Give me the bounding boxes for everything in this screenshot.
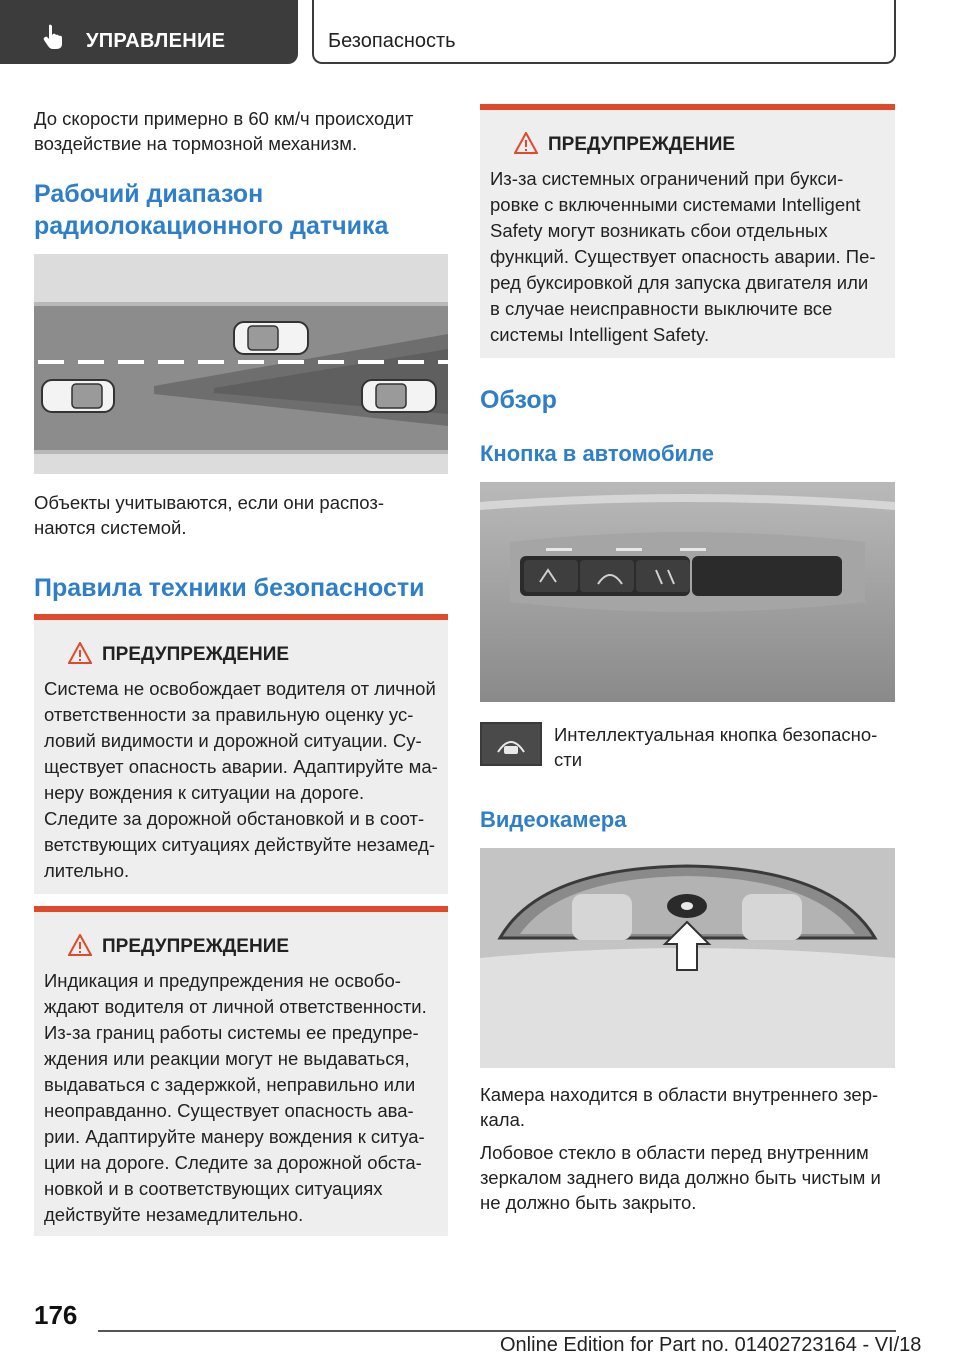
safety-button-panel-photo [480,482,895,702]
warning-text: Из-за системных ограничений при букси- ровке с включенными системами Intelligent Safety могут возникать сбои отдельных функций. Существует опасность аварии. Пе- ред буксировкой для запуска двигателя или в случае неисправности выключите все системы Intelligent Safety. [490,168,876,345]
range-caption: Объекты учитываются, если они распоз- наются системой. [34,492,384,538]
section-label: УПРАВЛЕНИЕ [86,30,226,52]
topic-header [312,0,896,64]
topic-label: Безопасность [328,30,456,52]
warning-title: ПРЕДУПРЕЖДЕНИЕ [548,134,736,155]
page-number: 176 [34,1300,78,1330]
button-caption: Интеллектуальная кнопка безопасно- сти [554,724,878,770]
safety-button-icon [480,722,542,766]
camera-text-location: Камера находится в области внутреннего зер- кала. [480,1084,879,1130]
section-tab [0,0,298,64]
edition-footer: Online Edition for Part no. 01402723164 - VI/18 [500,1334,922,1356]
radar-range-illustration [34,254,448,474]
warning-box [480,104,895,358]
warning-title: ПРЕДУПРЕЖДЕНИЕ [102,644,290,665]
warning-box [34,614,448,894]
warning-box [34,906,448,1236]
camera-heading: Видеокамера [480,807,627,832]
windshield-camera-photo [480,848,895,1068]
range-heading: Рабочий диапазон радиолокационного датчика [34,180,389,240]
warning-triangle-icon [514,132,538,154]
warning-text: Индикация и предупреждения не освобо- ждают водителя от личной ответственности. Из-за границ работы системы ее предупре- ждения или реакции могут не выдаваться, выдаваться с задержкой, неправильно или неоправданно. Существует опасность ава- рии. Адаптируйте манеру вождения к ситуа- ции на дороге. Следите за дорожной обста- новкой и в соответствующих ситуациях действуйте незамедлительно. [44,970,427,1225]
intro-text: До скорости примерно в 60 км/ч происходит воздействие на тормозной механизм. [34,108,414,154]
hand-pointer-icon [40,23,66,49]
warning-title: ПРЕДУПРЕЖДЕНИЕ [102,936,290,957]
warning-text: Система не освобождает водителя от личной ответственности за правильную оценку ус- ловий видимости и дорожной ситуации. Су- ществует опасность аварии. Адаптируйте ма- неру вождения к ситуации на дороге. Следите за дорожной обстановкой и в соот- ветствующих ситуациях действуйте незамед- лительно. [44,678,438,881]
footer-rule [98,1330,896,1332]
safety-heading: Правила техники безопасности [34,574,425,602]
overview-heading: Обзор [480,386,557,414]
warning-triangle-icon [68,934,92,956]
button-heading: Кнопка в автомобиле [480,441,714,466]
camera-text-windshield: Лобовое стекло в области перед внутренним зеркалом заднего вида должно быть чистым и не должно быть закрыто. [480,1142,881,1213]
warning-triangle-icon [68,642,92,664]
